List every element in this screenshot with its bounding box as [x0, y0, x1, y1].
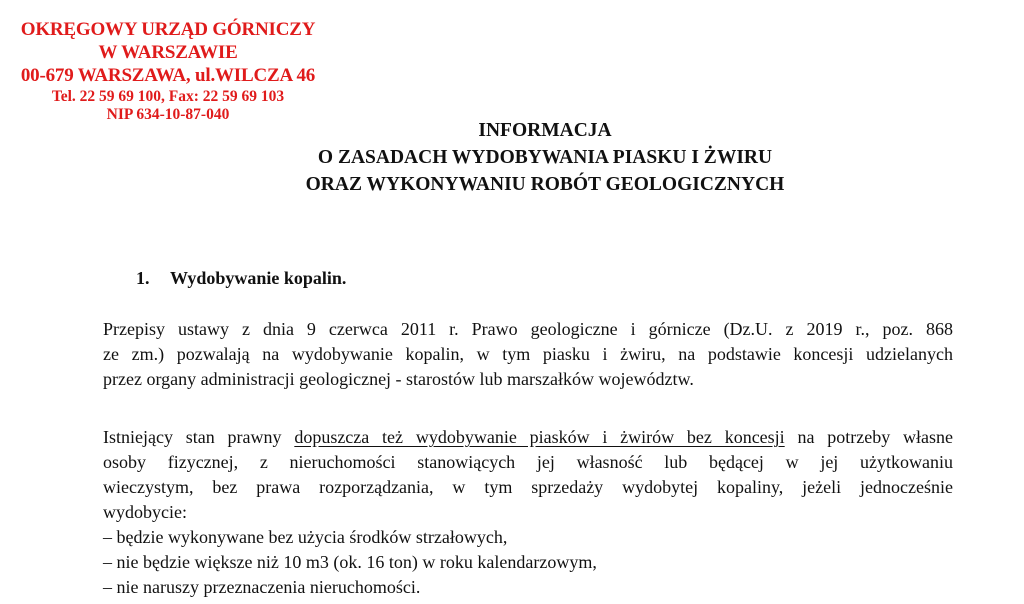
- stamp-address: 00-679 WARSZAWA, ul.WILCZA 46: [20, 65, 316, 87]
- stamp-phone-fax: Tel. 22 59 69 100, Fax: 22 59 69 103: [51, 87, 285, 105]
- title-line-1: INFORMACJA: [478, 120, 612, 141]
- paragraph-1-line-1: Przepisy ustawy z dnia 9 czerwca 2011 r. Prawo geologiczne i górnicze (Dz.U. z 2019 r., poz. 868: [103, 319, 953, 339]
- section-title: Wydobywanie kopalin.: [170, 268, 347, 288]
- paragraph-2: [103, 425, 953, 600]
- paragraph-2-line-1: [103, 425, 953, 450]
- paragraph-2-line-2: osoby fizycznej, z nieruchomości stanowiących jej własność lub będącej w jej użytkowaniu: [103, 452, 953, 472]
- title-line-3: ORAZ WYKONYWANIU ROBÓT GEOLOGICZNYCH: [305, 174, 785, 195]
- paragraph-2-line-4: wydobycie:: [103, 502, 187, 522]
- paragraph-2-line-1-start: Istniejący stan prawny: [103, 427, 295, 447]
- stamp-office-name: OKRĘGOWY URZĄD GÓRNICZY: [20, 19, 316, 40]
- paragraph-1: [103, 317, 953, 392]
- section-number: 1.: [136, 268, 150, 288]
- paragraph-1-line-2: ze zm.) pozwalają na wydobywanie kopalin, w tym piasku i żwiru, na podstawie koncesji udzielanych: [103, 344, 953, 364]
- bullet-item-3: – nie naruszy przeznaczenia nieruchomości.: [103, 577, 421, 597]
- underlined-text: dopuszcza też wydobywanie piasków i żwirów bez koncesji: [294, 427, 785, 447]
- stamp-office-city: W WARSZAWIE: [98, 42, 238, 64]
- paragraph-2-line-1-end: na potrzeby własne: [784, 427, 953, 447]
- paragraph-1-line-3: przez organy administracji geologicznej - starostów lub marszałków województw.: [103, 369, 694, 389]
- paragraph-2-line-3: wieczystym, bez prawa rozporządzania, w tym sprzedaży wydobytej kopaliny, jeżeli jednocześnie: [103, 477, 953, 497]
- stamp-nip: NIP 634-10-87-040: [106, 106, 230, 124]
- bullet-item-1: – będzie wykonywane bez użycia środków strzałowych,: [103, 527, 508, 547]
- document-title: [200, 117, 890, 198]
- section-heading: [136, 268, 346, 289]
- bullet-item-2: – nie będzie większe niż 10 m3 (ok. 16 ton) w roku kalendarzowym,: [103, 552, 597, 572]
- title-line-2: O ZASADACH WYDOBYWANIA PIASKU I ŻWIRU: [317, 147, 773, 168]
- office-stamp: [18, 18, 318, 125]
